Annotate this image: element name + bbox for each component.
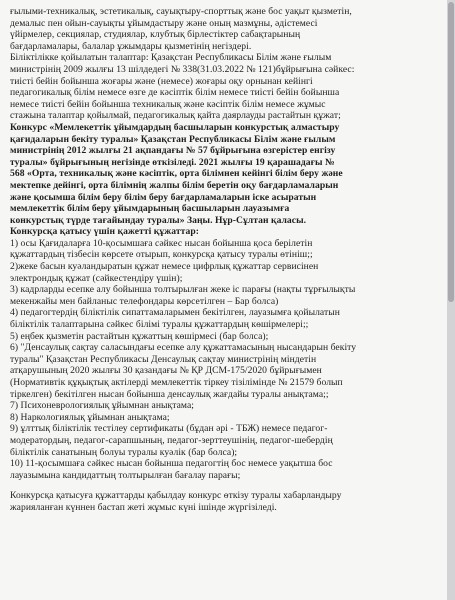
list-item-line: 1) осы Қағидаларға 10-қосымшаға сәйкес нысан бойынша қоса берілетін <box>10 237 313 249</box>
paragraph-gap <box>10 481 438 490</box>
text-line: конкурстық түрде тағайындау туралы» Заңы. Нұр-Сұлтан қаласы. <box>10 214 307 226</box>
list-item-line: 6) "Денсаулық сақтау саласындағы есепке алу құжаттамасының нысандарын бекіту <box>10 342 357 354</box>
list-item-line: біліктілік талаптарына сәйкес білімі туралы құжаттардың көшірмелері;; <box>10 319 309 331</box>
list-item-line: 4) педагогтердің біліктілік сипаттамаларымен бекітілген, лауазымға қойылатын <box>10 307 340 319</box>
text-line: стажына талаптар қойылмай, педагогикалық қайта даярлауды растайтын құжат; <box>10 110 341 122</box>
text-line: демалыс пен ойын-сауықты ұйымдастыру және оның мазмұны, әдістемесі <box>10 17 318 29</box>
text-line: үйірмелер, секциялар, студиялар, клубтық бірлестіктер сабақтарының <box>10 29 301 41</box>
text-line: қағидаларын бекіту туралы» Қазақстан Республикасы Білім және ғылым <box>10 133 336 145</box>
list-item-line: 2)жеке басын куәландыратын құжат немесе цифрлық құжаттар сервисінен <box>10 261 319 273</box>
intro-section <box>10 6 438 122</box>
list-item-line: атқарушының 2020 жылғы 30 қазандағы № ҚР ДСМ-175/2020 бұйрығымен <box>10 365 322 377</box>
list-item-line: (Нормативтік құқықтық актілерді мемлекеттік тіркеу тізілімінде № 21579 болып <box>10 377 343 388</box>
list-item-line: 8) Наркологиялық ұйымнан анықтама; <box>10 411 170 423</box>
text-line: ғылыми-техникалық, эстетикалық, сауықтыру-спорттық және бос уақыт қызметін, <box>10 6 352 17</box>
list-item-line: 9) ұлттық біліктілік тестілеу сертификаты (бұдан әрі - ТБЖ) немесе педагог- <box>10 423 328 435</box>
list-item-line: тіркелген) бекітілген нысан бойынша денсаулық жағдайы туралы анықтама;; <box>10 388 329 400</box>
list-item-line: 3) кадрларды есепке алу бойынша толтырылған жеке іс парағы (нақты тұрғылықты <box>10 284 356 296</box>
legal-basis-section <box>10 122 438 238</box>
text-line: туралы» бұйрығының негізінде өткізіледі. 2021 жылғы 19 қарашадағы № <box>10 156 335 168</box>
text-line: тиісті бейін бойынша жоғары және (немесе) жоғары оқу орнынан кейінгі <box>10 75 313 87</box>
list-item-line: біліктілік санатының болуы туралы куәлік (бар болса); <box>10 446 238 458</box>
section-heading: Конкурсқа қатысу үшін қажетті құжаттар: <box>10 226 199 238</box>
text-line: Біліктілікке қойылатын талаптар: Қазақстан Республикасы Білім және ғылым <box>10 52 332 64</box>
text-line: министрінің 2012 жылғы 21 ақпандағы № 57 бұйрығына өзгерістер енгізу <box>10 145 336 157</box>
documents-list <box>10 238 438 481</box>
text-line: немесе тиісті бейін бойынша техникалық және кәсіптік білім немесе жұмыс <box>10 98 326 110</box>
text-line: педагогикалық білім немесе өзге де кәсіптік білім немесе тиісті бейін бойынша <box>10 87 340 99</box>
text-line: Конкурс «Мемлекеттік ұйымдардың басшыларын конкурстық алмастыру <box>10 121 340 133</box>
list-item-line: 5) еңбек қызметін растайтын құжаттың көшірмесі (бар болса); <box>10 330 269 342</box>
list-item-line: құжаттардың тізбесін көрсете отырып, конкурсқа қатысу туралы өтініш;; <box>10 249 313 261</box>
text-line: және қосымша білім беру білім беру бағдарламаларын іске асыратын <box>10 191 317 203</box>
list-item-line: модератордың, педагог-сарапшының, педагог-зерттеушінің, педагог-шебердің <box>10 434 333 446</box>
text-line: мектепке дейінгі, орта білімнің жалпы білім беретін оқу бағдарламаларын <box>10 179 339 191</box>
list-item-line: 7) Психоневрологиялық ұйымнан анықтама; <box>10 400 195 412</box>
text-line: Конкурсқа қатысуға құжаттарды қабылдау конкурс өткізу туралы хабарландыру <box>10 490 342 502</box>
list-item-line: 10) 11-қосымшаға сәйкес нысан бойынша педагогтің бос немесе уақытша бос <box>10 458 333 470</box>
text-line: жарияланған күннен бастап жеті жұмыс күні ішінде жүргізіледі. <box>10 501 277 513</box>
document-text <box>10 6 438 514</box>
list-item-line: мекенжайы мен байланыс телефондары көрсетілген – Бар болса) <box>10 295 279 307</box>
list-item-line: туралы" Қазақстан Республикасы Денсаулық сақтау министрінің міндетін <box>10 353 317 365</box>
scrollbar-thumb[interactable] <box>448 2 454 302</box>
list-item-line: лауазымына кандидаттың толтырылған бағалау парағы; <box>10 469 241 481</box>
text-line: мемлекеттік білім беру ұйымдарының басшыларын лауазымға <box>10 203 290 215</box>
closing-section <box>10 490 438 513</box>
text-line: 568 «Орта, техникалық және кәсіптік, орта білімнен кейінгі білім беру және <box>10 168 343 180</box>
list-item-line: электрондық құжат (сәйкестендіру үшін); <box>10 272 183 284</box>
vertical-scrollbar[interactable] <box>447 0 455 600</box>
text-line: бағдарламалары, балалар ұжымдары қызметінің негіздері. <box>10 40 252 52</box>
text-line: министрінің 2009 жылғы 13 шілдедегі № 338(31.03.2022 № 121)бұйрығына сәйкес: <box>10 63 355 75</box>
